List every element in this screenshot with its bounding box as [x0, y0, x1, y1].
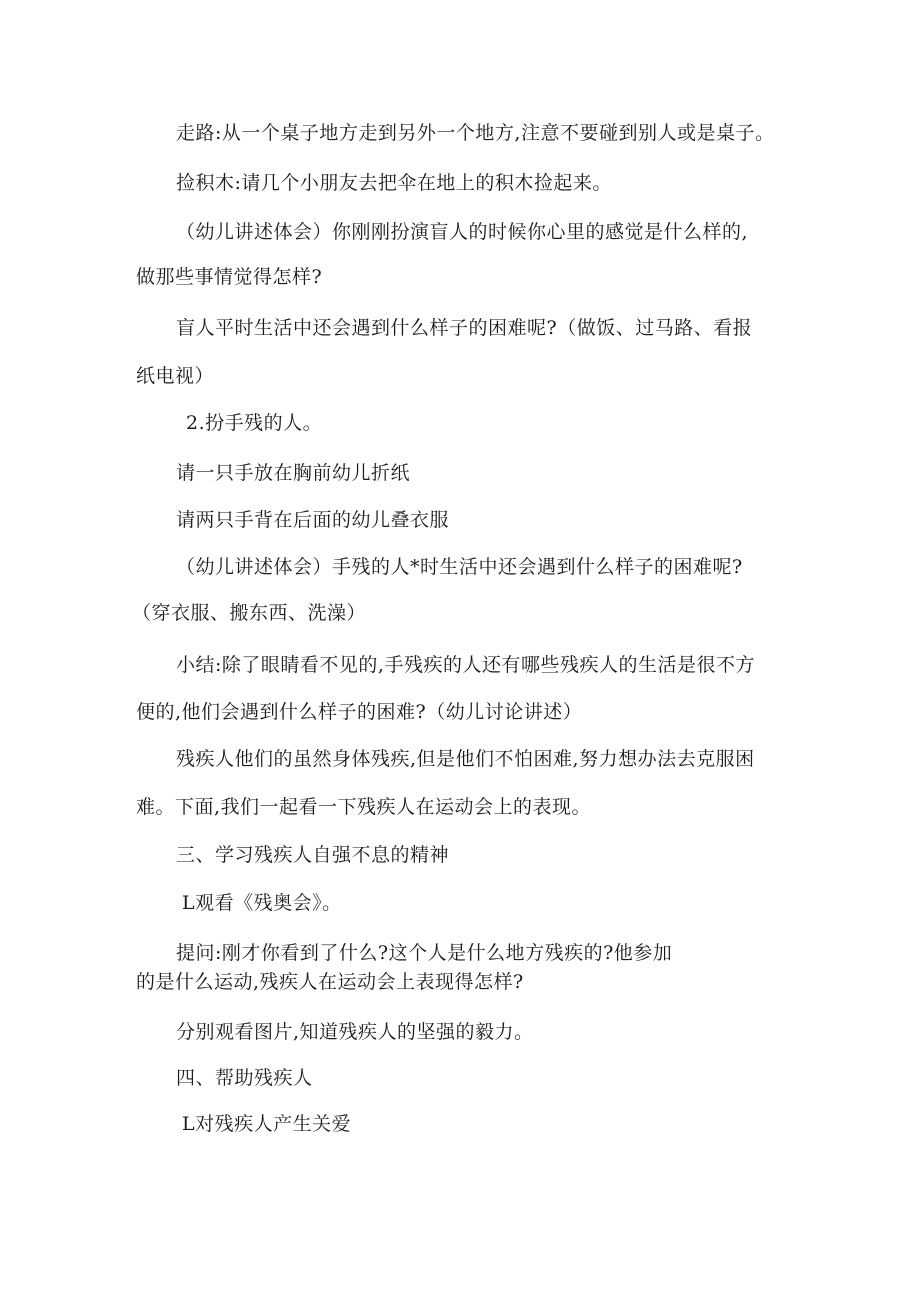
paragraph-blind-feeling-1: （幼儿讲述体会）你刚刚扮演盲人的时候你心里的感觉是什么样的, [176, 221, 749, 243]
paragraph-hand-feeling-2: （穿衣服、搬东西、洗澡） [132, 602, 367, 624]
section-heading-four: 四、帮助残疾人 [176, 1067, 313, 1089]
section-heading-three: 三、学习残疾人自强不息的精神 [176, 844, 450, 866]
paragraph-question-2: 的是什么运动,残疾人在运动会上表现得怎样? [136, 971, 524, 993]
paragraph-question-1: 提问:刚才你看到了什么?这个人是什么地方残疾的?他参加 [176, 942, 673, 964]
paragraph-blind-difficulty-1: 盲人平时生活中还会遇到什么样子的困难呢?（做饭、过马路、看报 [176, 317, 753, 339]
section-item-watch: L观看《残奥会》。 [182, 892, 342, 914]
paragraph-overcome-2: 难。下面,我们一起看一下残疾人在运动会上的表现。 [136, 796, 592, 818]
paragraph-pick-blocks: 捡积木:请几个小朋友去把伞在地上的积木捡起来。 [176, 172, 612, 194]
paragraph-view-pictures: 分别观看图片,知道残疾人的坚强的毅力。 [176, 1021, 534, 1043]
paragraph-blind-feeling-2: 做那些事情觉得怎样? [136, 266, 323, 288]
paragraph-fold-clothes: 请两只手背在后面的幼儿叠衣服 [176, 509, 450, 531]
paragraph-summary-1: 小结:除了眼睛看不见的,手残疾的人还有哪些残疾人的生活是很不方 [176, 654, 755, 676]
paragraph-walk: 走路:从一个桌子地方走到另外一个地方,注意不要碰到别人或是桌子。 [176, 122, 775, 144]
paragraph-summary-2: 便的,他们会遇到什么样子的困难?（幼儿讨论讲述） [136, 701, 583, 723]
paragraph-fold-paper: 请一只手放在胸前幼儿折纸 [176, 462, 411, 484]
paragraph-hand-feeling-1: （幼儿讲述体会）手残的人*时生活中还会遇到什么样子的困难呢? [176, 556, 743, 578]
section-item-care: L对残疾人产生关爱 [182, 1113, 352, 1135]
paragraph-overcome-1: 残疾人他们的虽然身体残疾,但是他们不怕困难,努力想办法去克服困 [176, 748, 755, 770]
section-item-hand-disabled: 2.扮手残的人。 [186, 412, 323, 434]
paragraph-blind-difficulty-2: 纸电视） [136, 365, 215, 387]
